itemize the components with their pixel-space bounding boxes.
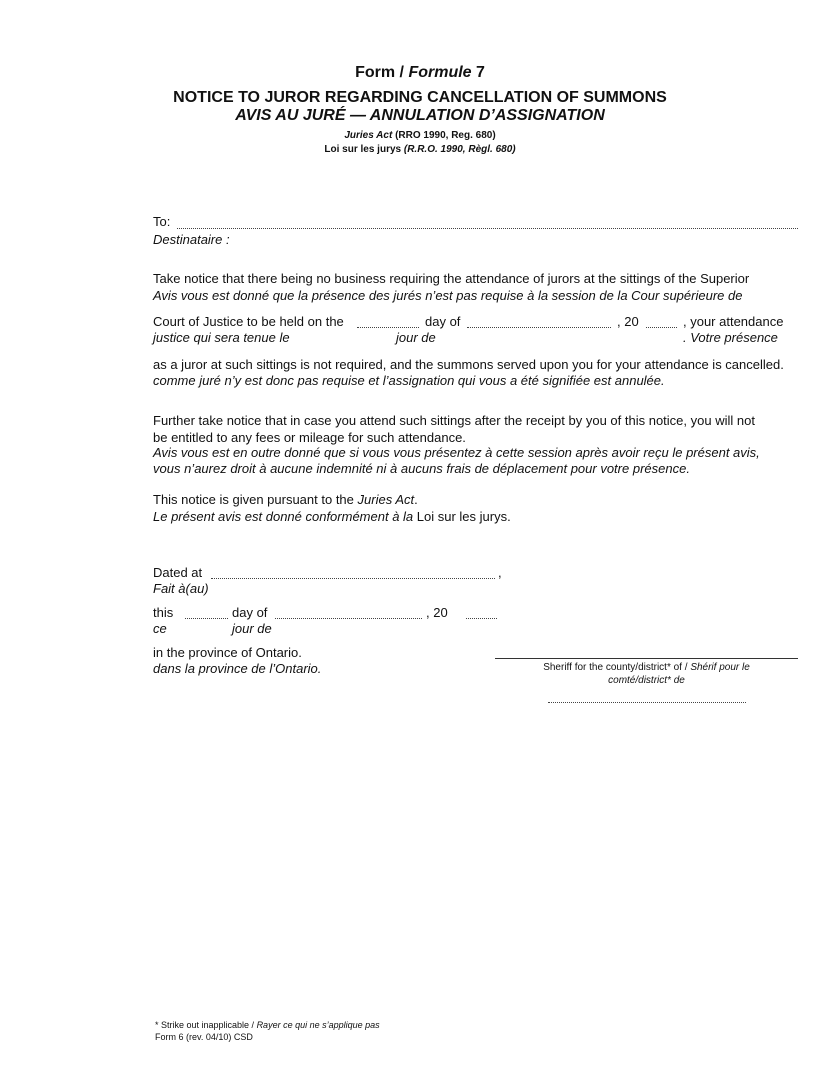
para2-line2-en: be entitled to any fees or mileage for such attendance. xyxy=(153,430,466,445)
para1-line3-en: as a juror at such sittings is not required, and the summons served upon you for your attendance is cancelled. xyxy=(153,357,784,372)
footnote-fr: Rayer ce qui ne s’applique pas xyxy=(256,1020,380,1030)
para2-line1-en: Further take notice that in case you attend such sittings after the receipt by you of this notice, you will not xyxy=(153,413,755,428)
year-prefix: , 20 xyxy=(617,314,639,329)
title-fr: AVIS AU JURÉ — ANNULATION D’ASSIGNATION xyxy=(235,107,605,124)
dated-month-field[interactable] xyxy=(275,618,422,619)
act-name-en: Juries Act xyxy=(344,130,393,141)
sheriff-label-en: Sheriff for the county/district* of / xyxy=(543,662,691,673)
form-number xyxy=(0,64,840,82)
province-fr: dans la province de l’Ontario. xyxy=(153,661,322,676)
this-label: this xyxy=(153,605,174,620)
para3-fr-prefix: Le présent avis est donné conformément à la xyxy=(153,509,414,524)
para3-fr-act: Loi sur les jurys. xyxy=(413,509,511,524)
court-date-month-field[interactable] xyxy=(467,327,611,328)
to-field[interactable] xyxy=(177,228,798,229)
court-text-en: Court of Justice to be held on the xyxy=(153,314,344,329)
court-text-fr: justice qui sera tenue le xyxy=(153,330,290,345)
sheriff-label-fr: Shérif pour le xyxy=(690,662,750,673)
footnote-en: * Strike out inapplicable / xyxy=(155,1020,257,1030)
presence-text: . Votre présence xyxy=(683,330,778,345)
ce-label: ce xyxy=(153,621,167,636)
sheriff-label-fr-2: comté/district* de xyxy=(608,675,685,686)
sheriff-label xyxy=(495,662,798,673)
dated-year-prefix: , 20 xyxy=(426,605,448,620)
act-name-fr: Loi sur les jurys xyxy=(324,144,404,155)
fait-label: Fait à(au) xyxy=(153,581,209,596)
dated-year-field[interactable] xyxy=(466,618,497,619)
act-citation-fr xyxy=(0,144,840,155)
province-en: in the province of Ontario. xyxy=(153,645,302,660)
dated-at-comma: , xyxy=(498,565,502,580)
dated-day-of-label: day of xyxy=(232,605,268,620)
dated-at-label: Dated at xyxy=(153,565,203,580)
para2-line2-fr: vous n’aurez droit à aucune indemnité ni à aucuns frais de déplacement pour votre présence. xyxy=(153,461,690,476)
form-label-en: Form / xyxy=(355,64,409,81)
sheriff-signature-line[interactable] xyxy=(495,658,798,659)
day-of-label: day of xyxy=(425,314,461,329)
dated-day-field[interactable] xyxy=(185,618,228,619)
act-citation-en xyxy=(0,130,840,141)
court-date-day-field[interactable] xyxy=(357,327,419,328)
act-ref-fr: (R.R.O. 1990, Règl. 680) xyxy=(403,144,516,155)
para1-line1-fr: Avis vous est donné que la présence des jurés n’est pas requise à la session de la Cour supérieure de xyxy=(153,288,743,303)
para3-fr xyxy=(153,509,511,524)
para1-line3-fr: comme juré n’y est donc pas requise et l’assignation qui vous a été signifiée est annulée. xyxy=(153,373,665,388)
to-label-fr: Destinataire : xyxy=(153,232,230,247)
footnote xyxy=(155,1020,380,1030)
form-reference: Form 6 (rev. 04/10) CSD xyxy=(155,1032,253,1042)
jour-de-label: jour de xyxy=(396,330,436,345)
dated-jour-de-label: jour de xyxy=(232,621,272,636)
para2-line1-fr: Avis vous est en outre donné que si vous vous présentez à cette session après avoir reçu le présent avis, xyxy=(153,445,760,460)
sheriff-county-field[interactable] xyxy=(548,702,746,703)
para3-en xyxy=(153,492,418,507)
attendance-text: , your attendance xyxy=(683,314,784,329)
title-en: NOTICE TO JUROR REGARDING CANCELLATION OF SUMMONS xyxy=(173,89,667,106)
form-label-fr: Formule xyxy=(408,64,472,81)
para3-en-act: Juries Act xyxy=(357,492,415,507)
act-ref-en: (RRO 1990, Reg. 680) xyxy=(392,130,496,141)
court-date-year-field[interactable] xyxy=(646,327,677,328)
para1-line1-en: Take notice that there being no business requiring the attendance of jurors at the sittings of the Superior xyxy=(153,271,750,286)
to-label: To: xyxy=(153,214,171,229)
dated-at-field[interactable] xyxy=(211,578,495,579)
form-number-value: 7 xyxy=(471,64,485,81)
para3-en-suffix: . xyxy=(414,492,418,507)
para3-en-prefix: This notice is given pursuant to the xyxy=(153,492,358,507)
